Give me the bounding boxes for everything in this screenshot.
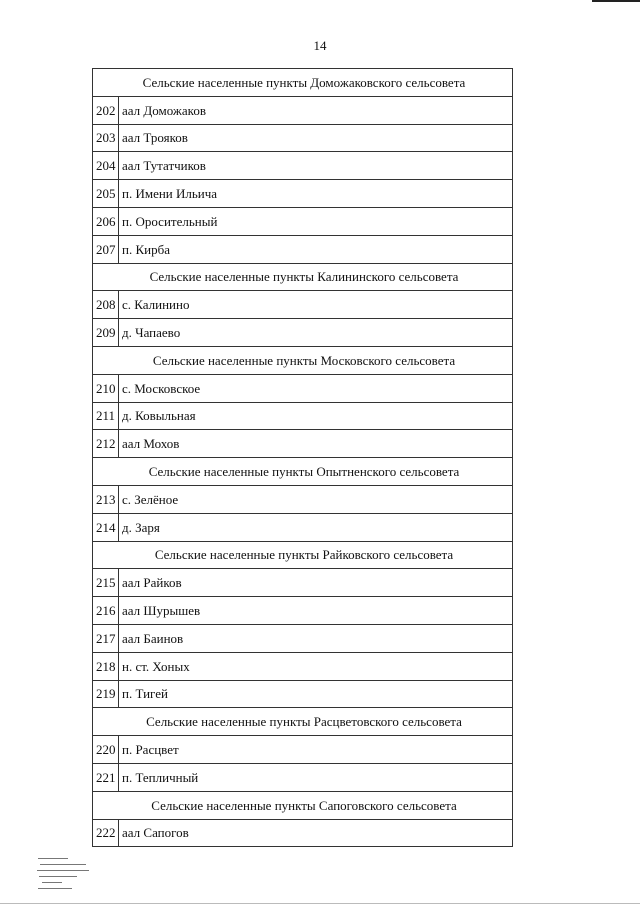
table-row bbox=[93, 513, 513, 541]
row-number: 214 bbox=[93, 513, 119, 541]
section-header-row bbox=[93, 708, 513, 736]
row-number: 212 bbox=[93, 430, 119, 458]
table-row bbox=[93, 207, 513, 235]
table-row bbox=[93, 180, 513, 208]
settlement-name: п. Кирба bbox=[119, 235, 513, 263]
settlement-name: д. Ковыльная bbox=[119, 402, 513, 430]
section-title: Сельские населенные пункты Калининского сельсовета bbox=[93, 263, 513, 291]
row-number: 203 bbox=[93, 124, 119, 152]
row-number: 207 bbox=[93, 235, 119, 263]
table-row bbox=[93, 291, 513, 319]
settlement-name: аал Тутатчиков bbox=[119, 152, 513, 180]
settlement-name: с. Калинино bbox=[119, 291, 513, 319]
settlement-name: аал Баинов bbox=[119, 624, 513, 652]
settlement-name: аал Трояков bbox=[119, 124, 513, 152]
row-number: 215 bbox=[93, 569, 119, 597]
settlement-name: аал Шурышев bbox=[119, 597, 513, 625]
table-row bbox=[93, 402, 513, 430]
table-row bbox=[93, 485, 513, 513]
row-number: 220 bbox=[93, 736, 119, 764]
table-row bbox=[93, 124, 513, 152]
table-row bbox=[93, 736, 513, 764]
settlement-name: п. Тепличный bbox=[119, 763, 513, 791]
row-number: 221 bbox=[93, 763, 119, 791]
table-row bbox=[93, 152, 513, 180]
table-row bbox=[93, 430, 513, 458]
section-header-row bbox=[93, 69, 513, 97]
section-header-row bbox=[93, 791, 513, 819]
table-row bbox=[93, 819, 513, 847]
row-number: 217 bbox=[93, 624, 119, 652]
table-row bbox=[93, 235, 513, 263]
table-row bbox=[93, 680, 513, 708]
row-number: 206 bbox=[93, 207, 119, 235]
section-title: Сельские населенные пункты Опытненского сельсовета bbox=[93, 458, 513, 486]
settlement-name: д. Заря bbox=[119, 513, 513, 541]
row-number: 210 bbox=[93, 374, 119, 402]
settlements-table-body bbox=[93, 69, 513, 847]
table-row bbox=[93, 624, 513, 652]
settlement-name: п. Тигей bbox=[119, 680, 513, 708]
row-number: 218 bbox=[93, 652, 119, 680]
section-header-row bbox=[93, 541, 513, 569]
settlement-name: п. Оросительный bbox=[119, 207, 513, 235]
row-number: 209 bbox=[93, 319, 119, 347]
table-row bbox=[93, 319, 513, 347]
table-row bbox=[93, 763, 513, 791]
row-number: 213 bbox=[93, 485, 119, 513]
settlement-name: п. Имени Ильича bbox=[119, 180, 513, 208]
settlements-table bbox=[92, 68, 513, 847]
settlement-name: аал Райков bbox=[119, 569, 513, 597]
table-row bbox=[93, 597, 513, 625]
settlement-name: аал Доможаков bbox=[119, 96, 513, 124]
row-number: 204 bbox=[93, 152, 119, 180]
section-header-row bbox=[93, 263, 513, 291]
table-row bbox=[93, 374, 513, 402]
section-title: Сельские населенные пункты Расцветовского сельсовета bbox=[93, 708, 513, 736]
page-bottom-edge bbox=[0, 903, 640, 904]
settlement-name: аал Сапогов bbox=[119, 819, 513, 847]
scan-edge-mark bbox=[592, 0, 640, 2]
table-row bbox=[93, 652, 513, 680]
settlement-name: п. Расцвет bbox=[119, 736, 513, 764]
table-row bbox=[93, 569, 513, 597]
settlement-name: н. ст. Хоных bbox=[119, 652, 513, 680]
page-number: 14 bbox=[313, 38, 327, 53]
row-number: 222 bbox=[93, 819, 119, 847]
settlement-name: д. Чапаево bbox=[119, 319, 513, 347]
row-number: 219 bbox=[93, 680, 119, 708]
row-number: 202 bbox=[93, 96, 119, 124]
row-number: 216 bbox=[93, 597, 119, 625]
settlement-name: аал Мохов bbox=[119, 430, 513, 458]
row-number: 205 bbox=[93, 180, 119, 208]
row-number: 211 bbox=[93, 402, 119, 430]
settlement-name: с. Московское bbox=[119, 374, 513, 402]
row-number: 208 bbox=[93, 291, 119, 319]
table-row bbox=[93, 96, 513, 124]
section-title: Сельские населенные пункты Доможаковского сельсовета bbox=[93, 69, 513, 97]
section-header-row bbox=[93, 458, 513, 486]
section-title: Сельские населенные пункты Райковского сельсовета bbox=[93, 541, 513, 569]
settlement-name: с. Зелёное bbox=[119, 485, 513, 513]
section-title: Сельские населенные пункты Московского сельсовета bbox=[93, 346, 513, 374]
scan-noise-mark bbox=[36, 856, 116, 896]
section-title: Сельские населенные пункты Сапоговского сельсовета bbox=[93, 791, 513, 819]
section-header-row bbox=[93, 346, 513, 374]
